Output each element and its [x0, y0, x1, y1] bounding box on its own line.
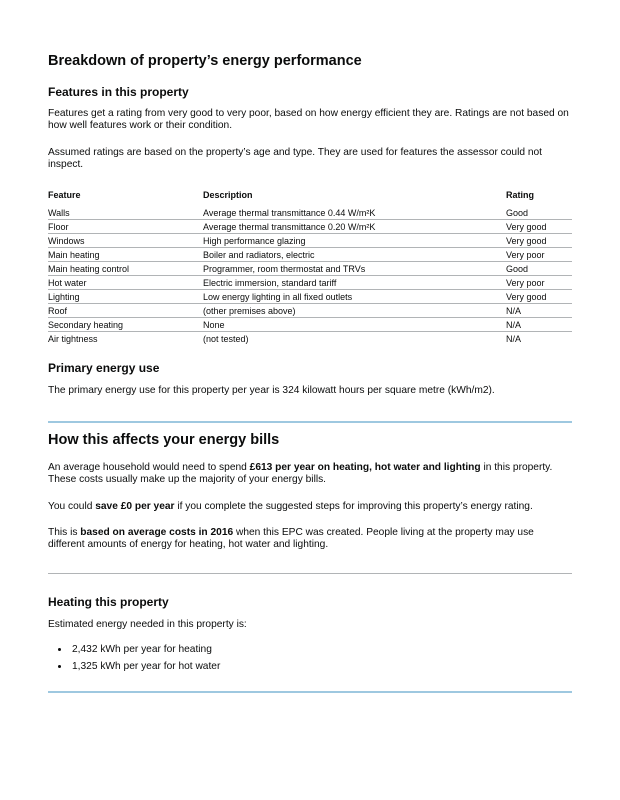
table-row: [48, 206, 572, 220]
rating-cell: Very poor: [506, 248, 572, 262]
bills-paragraph-2: [48, 501, 572, 513]
bills-p1-text-a: An average household would need to spend: [48, 462, 250, 473]
bills-p2-highlight: save £0 per year: [95, 501, 175, 512]
feature-cell: Roof: [48, 304, 203, 318]
bills-p2-text-a: You could: [48, 501, 96, 512]
primary-energy-text: The primary energy use for this property per year is 324 kilowatt hours per square metre (kWh/m2).: [48, 385, 495, 396]
feature-cell: Main heating: [48, 248, 203, 262]
bills-p1-text-c: in this property. These costs usually make up the majority of your energy bills.: [48, 462, 553, 485]
features-heading: Features in this property: [48, 85, 189, 99]
header-description: Description: [203, 190, 253, 200]
feature-cell: Walls: [48, 206, 203, 220]
table-row: [48, 220, 572, 234]
description-cell: Programmer, room thermostat and TRVs: [203, 262, 506, 276]
header-rating: Rating: [506, 190, 534, 200]
rating-cell: N/A: [506, 333, 522, 344]
rating-cell: Very good: [506, 234, 572, 248]
list-item: • 2,432 kWh per year for heating: [70, 641, 220, 658]
feature-cell: Main heating control: [48, 262, 203, 276]
feature-cell: Lighting: [48, 290, 203, 304]
table-row: [48, 276, 572, 290]
table-row: [48, 262, 572, 276]
rating-cell: N/A: [506, 304, 572, 318]
rating-cell: Good: [506, 262, 572, 276]
table-row: [48, 290, 572, 304]
section-divider: [48, 691, 572, 693]
description-cell: (not tested): [203, 333, 249, 344]
table-row: [48, 332, 572, 346]
bills-p3-highlight: based on average costs in 2016: [80, 527, 234, 538]
table-row: [48, 248, 572, 262]
bills-p3-text-c: when this EPC was created. People living at the property may use different amounts of energy for heating, hot water and lighting.: [48, 527, 534, 550]
section-divider: [48, 421, 572, 423]
rating-cell: N/A: [506, 318, 572, 332]
features-table: [48, 190, 572, 345]
table-row: [48, 304, 572, 318]
table-row: [48, 318, 572, 332]
description-cell: Boiler and radiators, electric: [203, 248, 506, 262]
description-cell: (other premises above): [203, 304, 506, 318]
heating-list: [48, 641, 220, 675]
bills-p1-highlight: £613 per year on heating, hot water and lighting: [249, 462, 481, 473]
description-cell: Electric immersion, standard tariff: [203, 276, 506, 290]
bills-paragraph-3: [48, 527, 572, 551]
features-intro-1: Features get a rating from very good to very poor, based on how energy efficient they are. Ratings are not based on how well features work or their condition.: [48, 108, 569, 131]
bills-p3-text-a: This is: [48, 527, 81, 538]
bills-paragraph-1: [48, 462, 572, 486]
description-cell: Low energy lighting in all fixed outlets: [203, 290, 506, 304]
heating-intro: Estimated energy needed in this property is:: [48, 619, 247, 630]
primary-energy-heading: Primary energy use: [48, 361, 160, 375]
header-feature: Feature: [48, 190, 81, 200]
rating-cell: Good: [506, 206, 572, 220]
feature-cell: Floor: [48, 220, 203, 234]
description-cell: High performance glazing: [203, 234, 506, 248]
bills-title: How this affects your energy bills: [48, 432, 280, 448]
bills-p2-text-c: if you complete the suggested steps for improving this property’s energy rating.: [174, 501, 533, 512]
feature-cell: Secondary heating: [48, 318, 203, 332]
list-item: • 1,325 kWh per year for hot water: [70, 658, 220, 675]
rating-cell: Very poor: [506, 276, 572, 290]
description-cell: None: [203, 318, 506, 332]
heating-title: Heating this property: [48, 595, 169, 609]
feature-cell: Windows: [48, 234, 203, 248]
breakdown-title: Breakdown of property’s energy performance: [48, 53, 362, 69]
description-cell: Average thermal transmittance 0.20 W/m²K: [203, 220, 506, 234]
rating-cell: Very good: [506, 220, 572, 234]
feature-cell: Hot water: [48, 276, 203, 290]
features-intro-2: Assumed ratings are based on the property’s age and type. They are used for features the assessor could not inspect.: [48, 147, 543, 170]
table-row: [48, 234, 572, 248]
table-header-row: [48, 190, 572, 206]
description-cell: Average thermal transmittance 0.44 W/m²K: [203, 206, 506, 220]
section-divider: [48, 573, 572, 574]
rating-cell: Very good: [506, 290, 572, 304]
feature-cell: Air tightness: [48, 333, 98, 344]
